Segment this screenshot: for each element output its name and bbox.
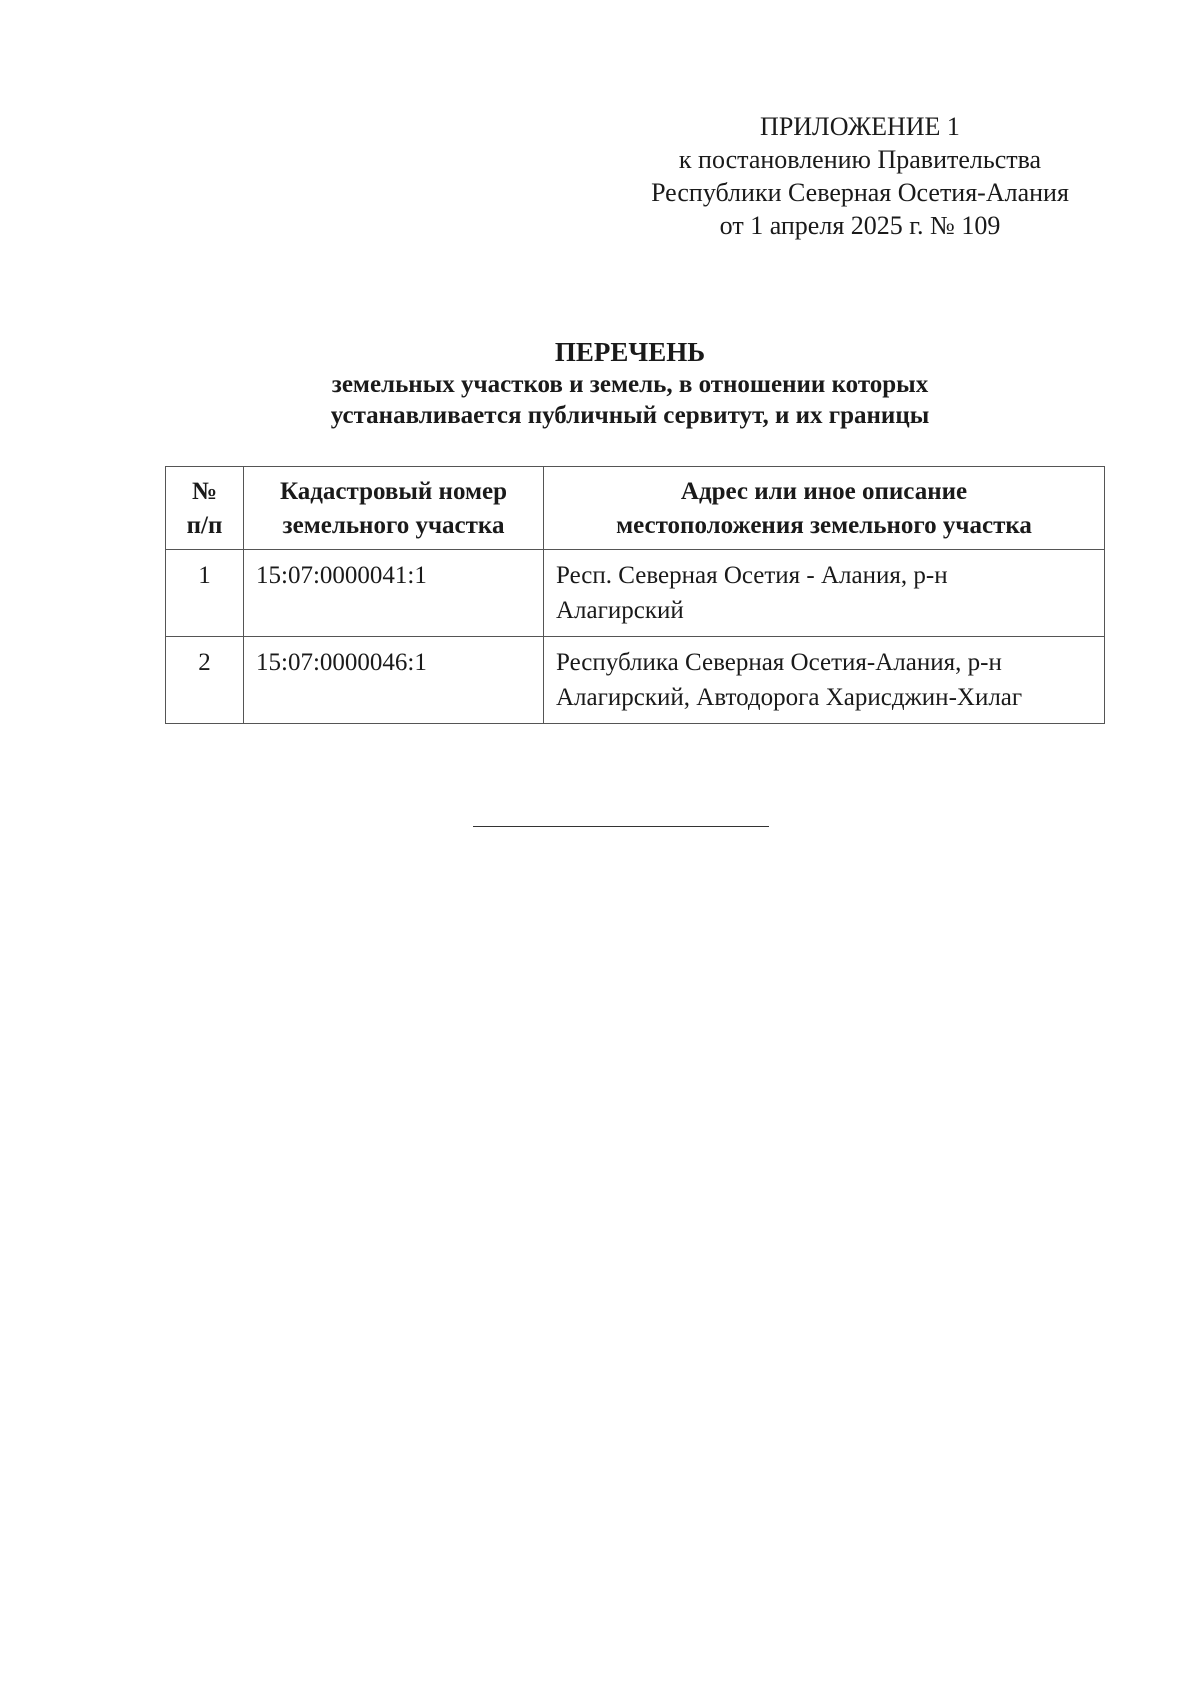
parcels-table bbox=[165, 466, 1105, 724]
header-text: Адрес или иное описание bbox=[680, 478, 968, 505]
address-line: Алагирский, Автодорога Харисджин-Хилаг bbox=[556, 684, 1023, 711]
header-text: местоположения земельного участка bbox=[616, 512, 1032, 539]
appendix-title: ПРИЛОЖЕНИЕ 1 bbox=[760, 112, 960, 141]
cell-address bbox=[544, 637, 1105, 724]
column-header-cadastral bbox=[244, 467, 544, 550]
cell-cadastral: 15:07:0000041:1 bbox=[244, 550, 544, 637]
header-text: п/п bbox=[186, 512, 223, 539]
appendix-ref-line: к постановлению Правительства bbox=[678, 145, 1042, 174]
document-subtitle-line: устанавливается публичный сервитут, и их границы bbox=[330, 402, 930, 429]
document-title: ПЕРЕЧЕНЬ bbox=[554, 337, 706, 367]
column-header-number bbox=[166, 467, 244, 550]
cell-address bbox=[544, 550, 1105, 637]
address-line: Республика Северная Осетия-Алания, р-н bbox=[556, 649, 1002, 676]
header-text: земельного участка bbox=[282, 512, 505, 539]
appendix-block bbox=[600, 110, 1120, 242]
header-text: № bbox=[191, 478, 218, 505]
column-header-address bbox=[544, 467, 1105, 550]
document-heading bbox=[160, 335, 1100, 431]
end-of-document-rule bbox=[473, 826, 769, 827]
table-row bbox=[166, 550, 1105, 637]
address-line: Алагирский bbox=[556, 597, 684, 624]
cell-number: 2 bbox=[166, 637, 244, 724]
cell-number: 1 bbox=[166, 550, 244, 637]
address-line: Респ. Северная Осетия - Алания, р-н bbox=[556, 562, 948, 589]
table-row bbox=[166, 637, 1105, 724]
table-header-row bbox=[166, 467, 1105, 550]
appendix-ref-line: Республики Северная Осетия-Алания bbox=[651, 178, 1069, 207]
header-text: Кадастровый номер bbox=[279, 478, 508, 505]
document-subtitle-line: земельных участков и земель, в отношении которых bbox=[331, 371, 929, 398]
cell-cadastral: 15:07:0000046:1 bbox=[244, 637, 544, 724]
appendix-date-number: от 1 апреля 2025 г. № 109 bbox=[719, 211, 1001, 240]
